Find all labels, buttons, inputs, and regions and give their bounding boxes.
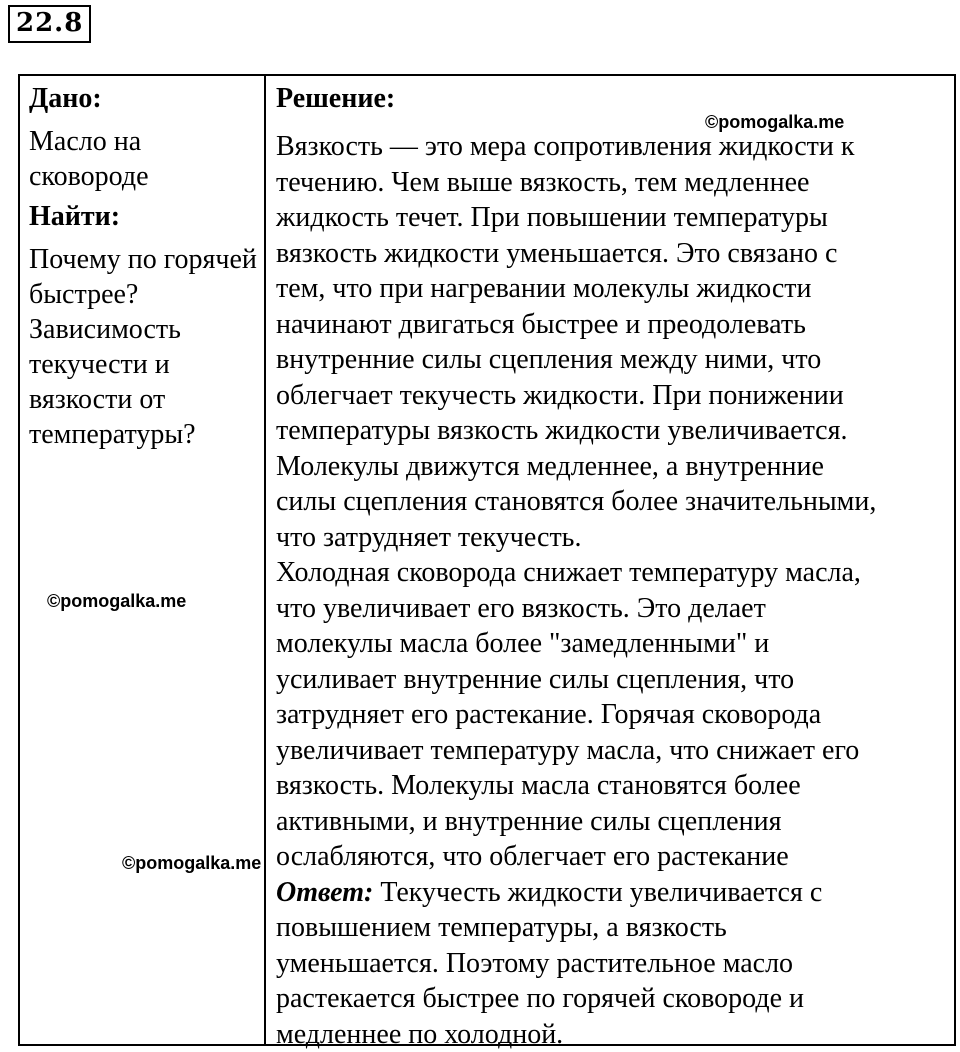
watermark: ©pomogalka.me bbox=[47, 591, 187, 611]
solution-paragraph-2: Холодная сковорода снижает температуру масла, что увеличивает его вязкость. Это делает молекулы масла более "замедленными" и усиливает внутренние силы сцепления, что затрудняет его растекание. Горячая сковорода увеличивает температуру масла, что снижает его вязкость. Молекулы масла становятся более активными, и внутренние силы сцепления ослабляются, что облегчает его растекание bbox=[276, 557, 861, 872]
problem-number: 22.8 bbox=[8, 5, 91, 43]
solution-paragraph-1: Вязкость — это мера сопротивления жидкости к течению. Чем выше вязкость, тем медленнее жидкость течет. При повышении температуры вязкость жидкости уменьшается. Это связано с тем, что при нагревании молекулы жидкости начинают двигаться быстрее и преодолевать внутренние силы сцепления между ними, что облегчает текучесть жидкости. При понижении температуры вязкость жидкости увеличивается. Молекулы движутся медленнее, а внутренние силы сцепления становятся более значительными, что затрудняет текучесть. bbox=[276, 131, 877, 553]
given-column bbox=[20, 76, 266, 1044]
find-heading: Найти: bbox=[29, 201, 121, 232]
watermark: ©pomogalka.me bbox=[705, 112, 845, 132]
given-text: Масло на сковороде bbox=[29, 126, 149, 192]
solution-table bbox=[18, 74, 956, 1050]
watermark: ©pomogalka.me bbox=[122, 853, 262, 873]
solution-heading: Решение: bbox=[276, 83, 396, 114]
solution-column bbox=[266, 76, 954, 1050]
answer-text: Текучесть жидкости увеличивается с повышением температуры, а вязкость уменьшается. Поэтому растительное масло растекается быстрее по горячей сковороде и медленнее по холодной. bbox=[276, 876, 823, 1050]
given-heading: Дано: bbox=[29, 83, 102, 114]
solution-body bbox=[276, 129, 944, 1052]
answer-label: Ответ: bbox=[276, 876, 374, 908]
find-text: Почему по горячей быстрее? Зависимость текучести и вязкости от температуры? bbox=[29, 244, 257, 450]
